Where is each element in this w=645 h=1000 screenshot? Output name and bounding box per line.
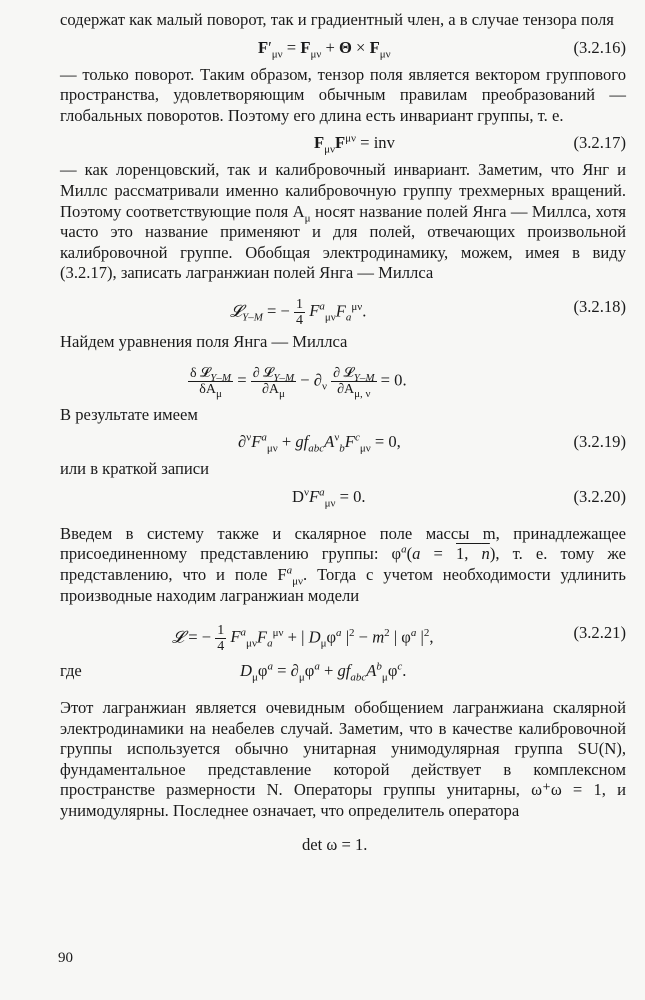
equation-body: $D^\nu F^a_{\mu\nu} = 0$. — [292, 486, 366, 510]
equation-body: det ω = 1. — [302, 834, 368, 854]
paragraph-2: — только поворот. Таким образом, тензор поля является вектором группового пространства, удовлетворяющим обычным правилам преобразований — глобальных поворотов. Поэтому его длина есть инвариант группы, т. е. — [60, 64, 626, 125]
equation-3-2-20 — [60, 484, 626, 510]
equation-3-2-17 — [60, 130, 626, 156]
equation-body: $F_{\mu\nu}F^{\mu\nu}$ = inv — [314, 132, 395, 156]
equation-3-2-21 — [60, 614, 626, 654]
equation-3-2-16 — [60, 35, 626, 61]
equation-body: $D_\mu\varphi^a = \partial_\mu\varphi^a + gf_{abc}A^b_\mu\varphi^c$. — [240, 660, 407, 684]
equation-number: (3.2.18) — [573, 296, 626, 316]
equation-rhs: inv — [373, 133, 395, 153]
paragraph-4: Найдем уравнения поля Янга — Миллса — [60, 331, 348, 351]
equation-number: (3.2.16) — [573, 37, 626, 57]
paragraph-7-text-c: . Тогда с учетом необходимости удлинить производные находим лагранжиан модели — [60, 564, 626, 605]
equation-covariant-derivative — [60, 658, 626, 684]
page-number: 90 — [58, 950, 73, 966]
page-content — [60, 10, 626, 862]
equation-body: $\frac{\delta 𝓛_{Y-M}}{\delta A_\mu}$ = $\frac{\partial 𝓛_{Y-M}}{\partial A_\mu}$ − $\partial_\nu$ $\frac{\partial 𝓛_{Y-M}}{\partial A_{\mu, \nu}}$ = 0. — [190, 365, 407, 400]
paragraph-3-text: — как лоренцовский, так и калибровочный инвариант. Заметим, что Янг и Миллс рассматривали именно калибровочную группу трехмерных вращений. Поэтому соответствующие поля A — [60, 160, 626, 221]
equation-number: (3.2.21) — [573, 623, 626, 643]
equation-body: $F'_{\mu\nu} = F_{\mu\nu} + \Theta \times F_{\mu\nu}$ — [258, 37, 391, 60]
paragraph-8: Этот лагранжиан является очевидным обобщением лагранжиана скалярной электродинамики на неабелев случай. Заметим, что в качестве калибровочной группы используется обычно унитарная унимодулярная группа SU(N), фундаментальное представление которой действует в комплексном пространстве размерности N. Операторы группы унитарны, ω⁺ω = 1, и унимодулярны. Последнее означает, что определитель оператора — [60, 698, 626, 821]
equation-number: (3.2.17) — [573, 133, 626, 153]
paragraph-5: В результате имеем — [60, 404, 198, 424]
paragraph-6: или в краткой записи — [60, 459, 209, 479]
equation-number: (3.2.19) — [573, 432, 626, 452]
equation-3-2-19 — [60, 429, 626, 455]
paragraph-7-text: Введем в систему также и скалярное поле массы m, принадлежащее присоединенному представлению группы: φ — [60, 523, 626, 564]
paragraph-7: Введем в систему также и скалярное поле массы m, принадлежащее присоединенному представлению группы: $\varphi^a(a = 1$, n), т. е. тому же представлению, что и поле $F^a_{\mu\nu}$. Тогда с учетом необходимости удлинить производные находим лагранжиан модели — [60, 523, 626, 605]
equation-body: 𝓛$_{Y-M}$ = − $\frac{1}{4}$ $F^a_{\mu\nu}F_a^{\mu\nu}$. — [230, 296, 367, 328]
equation-body: $\partial^\nu F^a_{\mu\nu} + gf_{abc}A^\nu_bF^c_{\mu\nu} = 0$, — [238, 431, 401, 455]
paragraph-3-text-b: носят название полей Янга — Миллса, хотя часто это название применяют и для полей, отвечающих произвольной калибровочной группе. Обобщая электродинамику, можем, имея в виду (3.2.17), записать лагранжиан полей Янга — Миллса — [60, 201, 626, 283]
paragraph-7-text-b: т. е. тому же представлению, что и поле F — [60, 544, 626, 584]
equation-body: 𝓛 = − $\frac{1}{4}$ $F^a_{\mu\nu}F_a^{\mu\nu}$ + | $D_\mu\varphi^a$ $|^2 - m^2$ | $\varphi^a$ $|^2$, — [172, 623, 434, 655]
equation-determinant — [60, 832, 626, 858]
where-label: где — [60, 661, 82, 681]
equation-number: (3.2.20) — [573, 486, 626, 506]
equation-3-2-18 — [60, 288, 626, 328]
paragraph-3: — как лоренцовский, так и калибровочный инвариант. Заметим, что Янг и Миллс рассматривали именно калибровочную группу трехмерных вращений. Поэтому соответствующие поля $A_\mu$ носят название полей Янга — Миллса, хотя часто это название применяют и для полей, отвечающих произвольной калибровочной группе. Обобщая электродинамику, можем, имея в виду (3.2.17), записать лагранжиан полей Янга — Миллса — [60, 160, 626, 283]
equation-yang-mills-variation — [60, 357, 626, 401]
paragraph-1: содержат как малый поворот, так и градиентный член, а в случае тензора поля — [60, 10, 614, 29]
